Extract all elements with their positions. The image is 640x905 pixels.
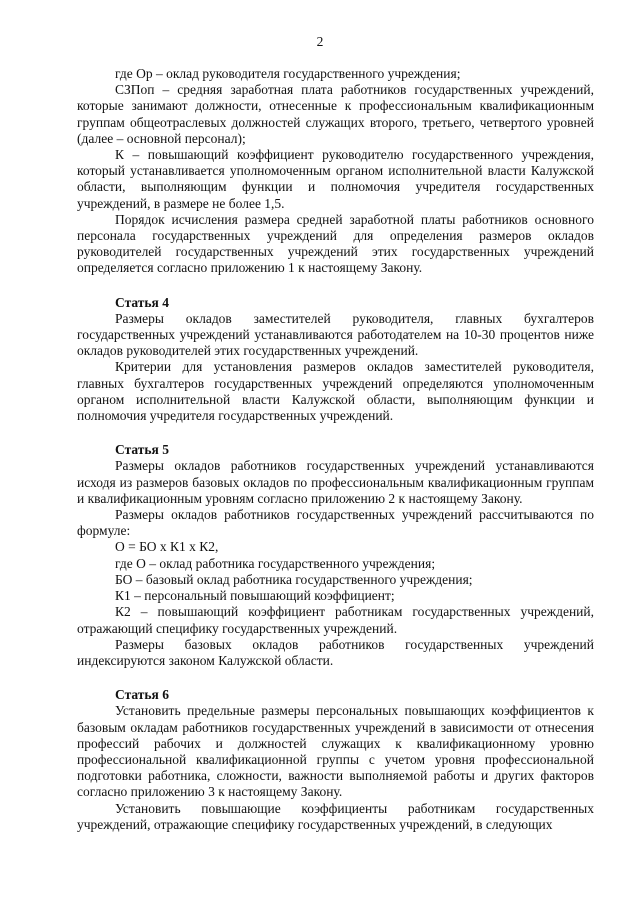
formula-definition: К2 – повышающий коэффициент работникам государственных учреждений, отражающий специфику государственных учреждений. [77, 604, 594, 636]
paragraph: Размеры окладов заместителей руководителя, главных бухгалтеров государственных учреждений устанавливаются работодателем на 10-30 процентов ниже окладов руководителей этих государственных учреждений. [77, 310, 594, 359]
spacer [77, 277, 594, 295]
paragraph: Размеры окладов работников государственных учреждений устанавливаются исходя из размеров базовых окладов по профессиональным квалификационным группам и квалификационным уровням согласно приложению 2 к настоящему Закону. [77, 458, 594, 506]
paragraph: Установить предельные размеры персональных повышающих коэффициентов к базовым окладам работников государственных учреждений в зависимости от отнесения профессий рабочих и должностей служащих к квалификационному уровню профессиональной квалификационной группы с учетом уровня профессиональной подготовки работника, сложности, важности выполняемой работы и других факторов согласно приложению 3 к настоящему Закону. [77, 703, 594, 800]
page-number: 2 [316, 34, 324, 49]
paragraph: Размеры окладов работников государственных учреждений рассчитываются по формуле: [77, 507, 594, 539]
paragraph: Порядок исчисления размера средней заработной платы работников основного персонала государственных учреждений для определения размеров окладов руководителей государственных учреждений этих государственных учреждений определяется согласно приложению 1 к настоящему Закону. [77, 211, 594, 276]
article-6-heading: Статья 6 [115, 687, 169, 703]
article-5-heading: Статья 5 [115, 442, 169, 458]
paragraph: где Ор – оклад руководителя государственного учреждения; [115, 66, 461, 81]
spacer [77, 424, 594, 442]
formula-definition: БО – базовый оклад работника государственного учреждения; [115, 571, 473, 587]
formula-definition: К1 – персональный повышающий коэффициент; [115, 588, 395, 604]
paragraph: Размеры базовых окладов работников государственных учреждений индексируются законом Калужской области. [77, 636, 594, 668]
formula: О = БО х К1 х К2, [115, 539, 219, 555]
spacer [77, 669, 594, 687]
paragraph: СЗПоп – средняя заработная плата работников государственных учреждений, которые занимают должности, отнесенные к профессиональным квалификационным группам общеотраслевых должностей служащих второго, третьего, четвертого уровней (далее – основной персонал); [77, 82, 594, 146]
paragraph: К – повышающий коэффициент руководителю государственного учреждения, который устанавливается уполномоченным органом исполнительной власти Калужской области, выполняющим функции и полномочия учредителя государственных учреждений, в размере не более 1,5. [77, 147, 594, 211]
formula-definition: где О – оклад работника государственного учреждения; [115, 555, 436, 571]
paragraph: Критерии для установления размеров окладов заместителей руководителя, главных бухгалтеров государственных учреждений определяются уполномоченным органом исполнительной власти Калужской области, выполняющим функции и полномочия учредителя государственных учреждений. [77, 359, 594, 424]
article-4-heading: Статья 4 [115, 294, 169, 310]
document-body [77, 66, 594, 833]
paragraph: Установить повышающие коэффициенты работникам государственных учреждений, отражающие специфику государственных учреждений, в следующих [77, 800, 594, 832]
